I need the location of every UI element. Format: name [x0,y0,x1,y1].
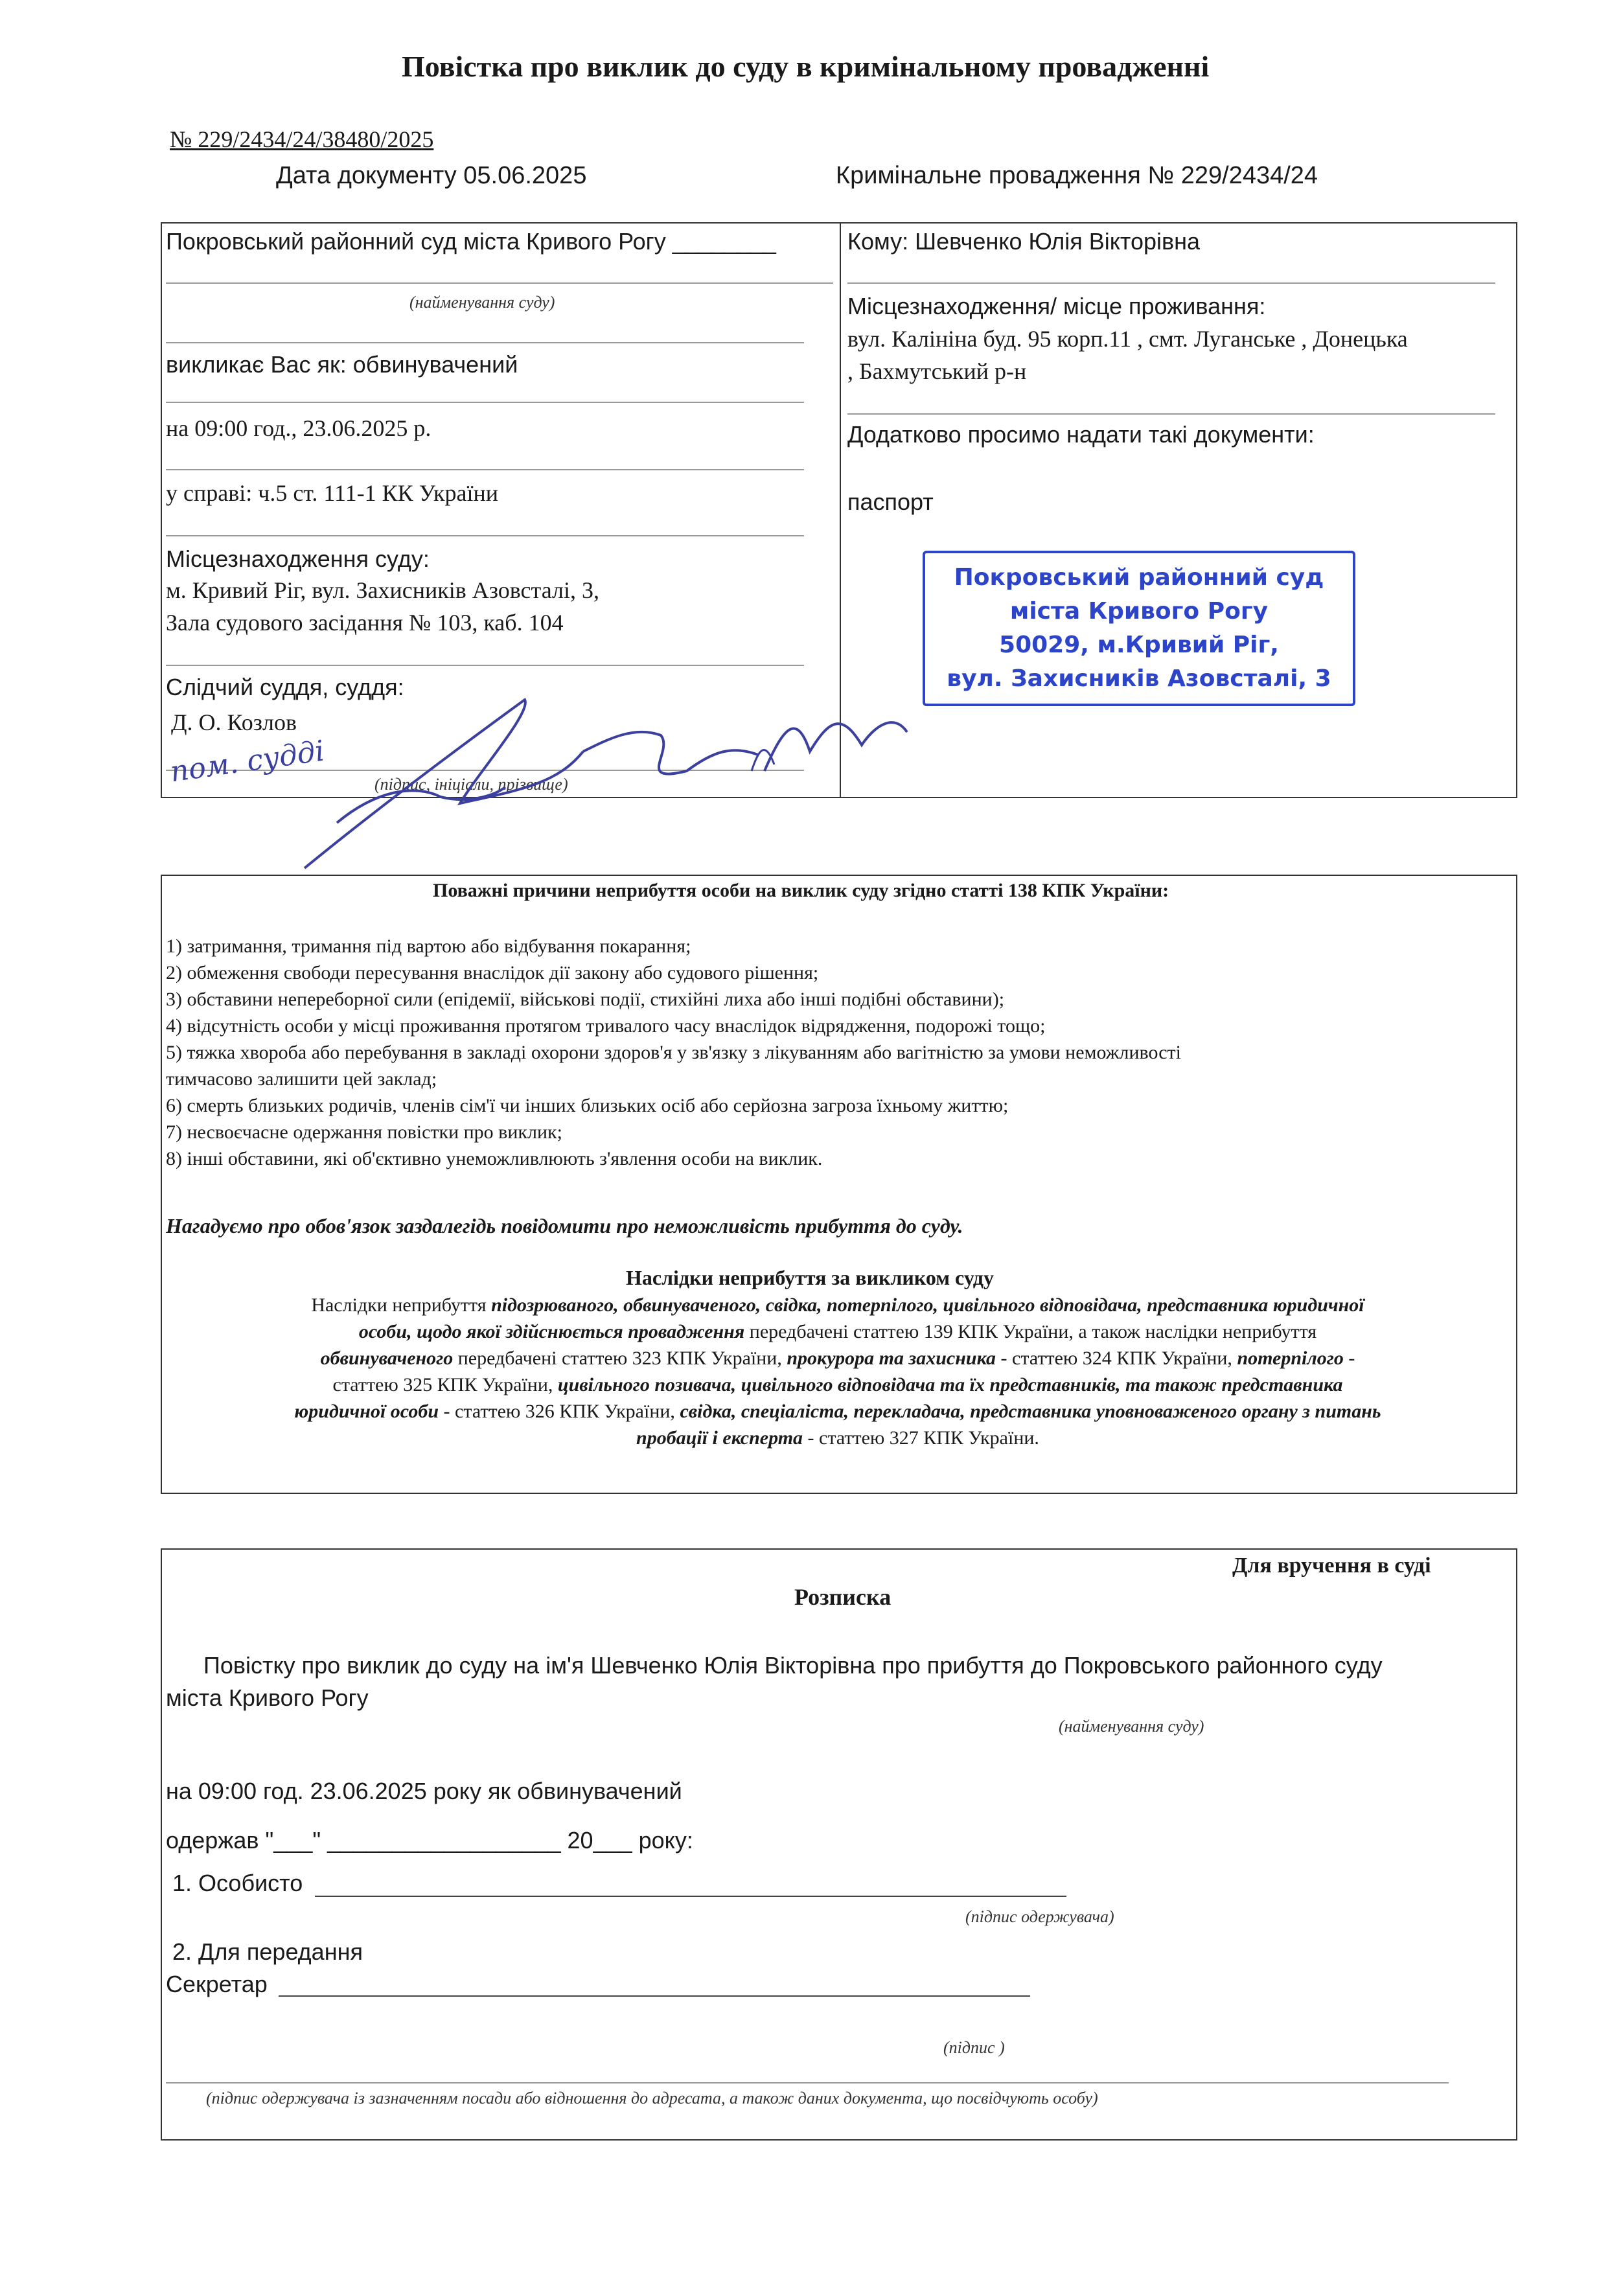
court-name: Покровський районний суд міста Кривого Рогу ________ [166,228,776,255]
documents-value: паспорт [847,488,934,515]
summon-role: викликає Вас як: обвинувачений [166,351,518,378]
secretary-signature-line[interactable] [279,1995,1030,1997]
consequences-line: юридичної особи - статтею 326 КПК України, свідка, спеціаліста, перекладача, представника уповноваженого органу з питань [294,1401,1381,1422]
personal-signature-line[interactable] [315,1896,1066,1897]
list-item: 8) інші обставини, які об'єктивно унеможливлюють з'явлення особи на виклик. [166,1148,823,1169]
document-date: Дата документу 05.06.2025 [276,162,587,189]
court-caption: (найменування суду) [409,293,555,312]
for-court-label: Для вручення в суді [1232,1554,1431,1578]
list-item: 4) відсутність особи у місці проживання протягом тривалого часу внаслідок відрядження, подорожі тощо; [166,1015,1046,1037]
court-location-label: Місцезнаходження суду: [166,545,430,572]
recipient-caption: (підпис одержувача) [965,1907,1114,1926]
signature-stroke [337,787,505,823]
consequences-line: статтею 325 КПК України, цивільного позивача, цивільного відповідача та їх представників, та також представника [332,1374,1343,1395]
court-hall: Зала судового засідання № 103, каб. 104 [166,610,564,636]
list-item: тимчасово залишити цей заклад; [166,1068,437,1090]
page-title: Повістка про виклик до суду в кримінальному провадженні [402,50,1210,83]
receipt-text-line1: Повістку про виклик до суду на ім'я Шевченко Юлія Вікторівна про прибуття до Покровського районного суду [203,1652,1383,1679]
consequences-line: обвинуваченого передбачені статтею 323 КПК України, прокурора та захисника - статтею 324 КПК України, потерпілого - [320,1348,1355,1369]
list-item: 1) затримання, тримання під вартою або відбування покарання; [166,936,691,957]
judge-label: Слідчий суддя, суддя: [166,674,404,700]
receipt-time: на 09:00 год. 23.06.2025 року як обвинувачений [166,1778,682,1804]
signature-stroke [583,732,758,774]
court-address: м. Кривий Ріг, вул. Захисників Азовсталі, 3, [166,577,599,603]
signature-stroke [305,700,583,868]
receipt-court-caption: (найменування суду) [1059,1717,1204,1736]
consequences-text [166,1292,1510,1451]
secretary-label: Секретар [166,1971,268,1997]
signature-stroke [765,722,907,771]
hearing-time: на 09:00 год., 23.06.2025 р. [166,415,431,441]
residence-district: , Бахмутський р-н [847,358,1027,384]
list-item: 5) тяжка хвороба або перебування в закладі охорони здоров'я у зв'язку з лікуванням або вагітністю за умови неможливості [166,1042,1181,1063]
list-item: 6) смерть близьких родичів, членів сім'ї чи інших близьких осіб або серйозна загроза їхньому життю; [166,1095,1009,1116]
stamp-line: Покровський районний суд [954,564,1324,591]
documents-label: Додатково просимо надати такі документи: [847,421,1315,448]
receipt-heading: Розписка [794,1584,891,1610]
bottom-caption: (підпис одержувача із зазначенням посади або відношення до адресата, а також даних документа, що посвідчують особу) [206,2089,1098,2107]
list-item: 7) несвоєчасне одержання повістки про виклик; [166,1121,562,1143]
secretary-caption: (підпис ) [943,2038,1005,2057]
recipient-name: Кому: Шевченко Юлія Вікторівна [847,228,1201,255]
stamp-line: вул. Захисників Азовсталі, 3 [947,665,1331,692]
reasons-list [166,933,1181,1172]
case-article: у справі: ч.5 ст. 111-1 КК України [166,480,498,506]
residence-label: Місцезнаходження/ місце проживання: [847,293,1266,319]
document-number: № 229/2434/24/38480/2025 [170,126,434,152]
personal-label: 1. Особисто [172,1870,303,1896]
reasons-heading: Поважні причини неприбуття особи на виклик суду згідно статті 138 КПК України: [433,880,1169,901]
case-number: Кримінальне провадження № 229/2434/24 [836,162,1318,189]
judge-name: Д. О. Козлов [171,709,297,735]
bottom-signature-line[interactable] [166,2082,1449,2084]
stamp-line: 50029, м.Кривий Ріг, [999,632,1279,658]
handwritten-note: пом. судді [168,734,327,789]
handwritten-signature [246,674,920,881]
reminder-text: Нагадуємо про обов'язок заздалегідь повідомити про неможливість прибуття до суду. [166,1214,963,1237]
list-item: 3) обставини непереборної сили (епідемії, військові події, стихійні лиха або інші подібні обставини); [166,989,1005,1010]
received-date-field[interactable]: одержав "___" __________________ 20___ року: [166,1827,693,1854]
stamp-line: міста Кривого Рогу [1009,598,1269,625]
consequences-line: особи, щодо якої здійснюється провадження передбачені статтею 139 КПК України, а також наслідки неприбуття [358,1321,1317,1342]
receipt-text-line2: міста Кривого Рогу [166,1684,369,1711]
residence-address: вул. Калініна буд. 95 корп.11 , смт. Луганське , Донецька [847,326,1408,352]
consequences-line: пробації і експерта - статтею 327 КПК України. [636,1427,1039,1449]
list-item: 2) обмеження свободи пересування внаслідок дії закону або судового рішення; [166,962,819,983]
consequences-heading: Наслідки неприбуття за викликом суду [626,1266,994,1289]
signature-caption: (підпис, ініціали, прізвище) [374,775,568,794]
court-stamp [923,551,1355,706]
consequences-line: Наслідки неприбуття підозрюваного, обвинуваченого, свідка, потерпілого, цивільного відповідача, представника юридичної [311,1294,1364,1316]
transfer-label: 2. Для передання [172,1938,363,1965]
